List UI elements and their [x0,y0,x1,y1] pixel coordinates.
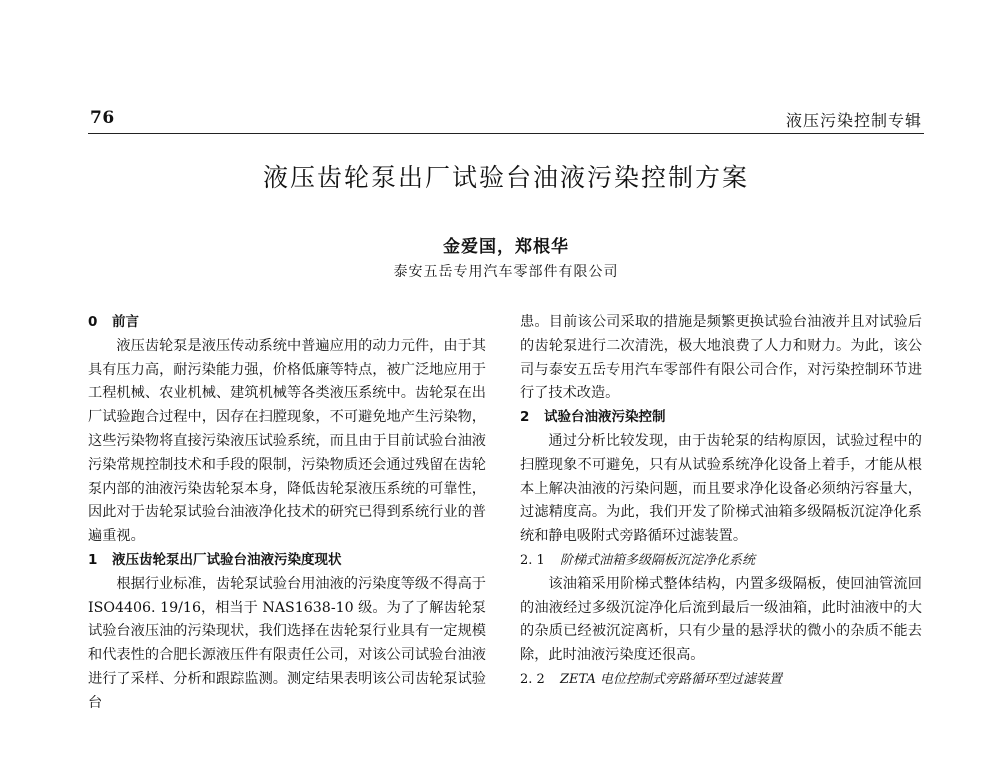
section-title: 液压齿轮泵出厂试验台油液污染度现状 [112,551,342,568]
section-number: 2. 2 [520,671,545,687]
section-1-heading [88,549,486,573]
section-2-1-heading [520,549,922,573]
section-title: 前言 [112,314,139,330]
section-title: ZETA 电位控制式旁路循环型过滤装置 [560,671,783,687]
journal-section-title: 液压污染控制专辑 [785,111,922,130]
continued-paragraph: 患。目前该公司采取的措施是频繁更换试验台油液并且对试验后的齿轮泵进行二次清洗，极大地浪费了人力和财力。为此，该公司与泰安五岳专用汽车零部件有限公司合作，对污染控制环节进行了技术改造。 [520,314,922,402]
right-column [520,311,922,692]
section-2-paragraph: 通过分析比较发现，由于齿轮泵的结构原因，试验过程中的扫膛现象不可避免，只有从试验系统净化设备上着手，才能从根本上解决油液的污染问题，而且要求净化设备必须纳污容量大，过滤精度高。为此，我们开发了阶梯式油箱多级隔板沉淀净化系统和静电吸附式旁路循环过滤装置。 [520,432,922,545]
article-title: 液压齿轮泵出厂试验台油液污染控制方案 [262,163,749,192]
section-0-heading [88,311,486,335]
left-column [88,311,486,716]
section-number: 0 [88,314,98,330]
section-1-paragraph: 根据行业标准，齿轮泵试验台用油液的污染度等级不得高于 ISO4406. 19/16，相当于 NAS1638-10 级。为了了解齿轮泵试验台液压油的污染现状，我们选择在齿轮泵行业具有一定规模和代表性的合肥长源液压件有限责任公司，对该公司试验台油液进行了采样、分析和跟踪监测。测定结果表明该公司齿轮泵试验台 [88,575,486,711]
header-rule [88,133,924,134]
page-number: 76 [90,108,115,128]
section-title: 阶梯式油箱多级隔板沉淀净化系统 [560,552,756,568]
section-0-paragraph: 液压齿轮泵是液压传动系统中普遍应用的动力元件，由于其具有压力高，耐污染能力强，价格低廉等特点，被广泛地应用于工程机械、农业机械、建筑机械等各类液压系统中。齿轮泵在出厂试验跑合过程中，因存在扫膛现象，不可避免地产生污染物，这些污染物将直接污染液压试验系统，而且由于目前试验台油液污染常规控制技术和手段的限制，污染物质还会通过残留在齿轮泵内部的油液污染齿轮泵本身，降低齿轮泵液压系统的可靠性，因此对于齿轮泵试验台油液净化技术的研究已得到系统行业的普遍重视。 [88,337,486,545]
section-number: 2. 1 [520,552,545,568]
section-title: 试验台油液污染控制 [544,409,666,426]
article-authors: 金爱国，郑根华 [443,237,569,257]
section-2-heading [520,406,922,430]
section-2-2-heading [520,668,922,692]
section-number: 2 [520,409,530,426]
section-number: 1 [88,551,98,568]
article-affiliation: 泰安五岳专用汽车零部件有限公司 [393,264,619,280]
section-2-1-paragraph: 该油箱采用阶梯式整体结构，内置多级隔板，使回油管流回的油液经过多级沉淀净化后流到最后一级油箱，此时油液中的大的杂质已经被沉淀离析，只有少量的悬浮状的微小的杂质不能去除，此时油液污染度还很高。 [520,575,922,664]
